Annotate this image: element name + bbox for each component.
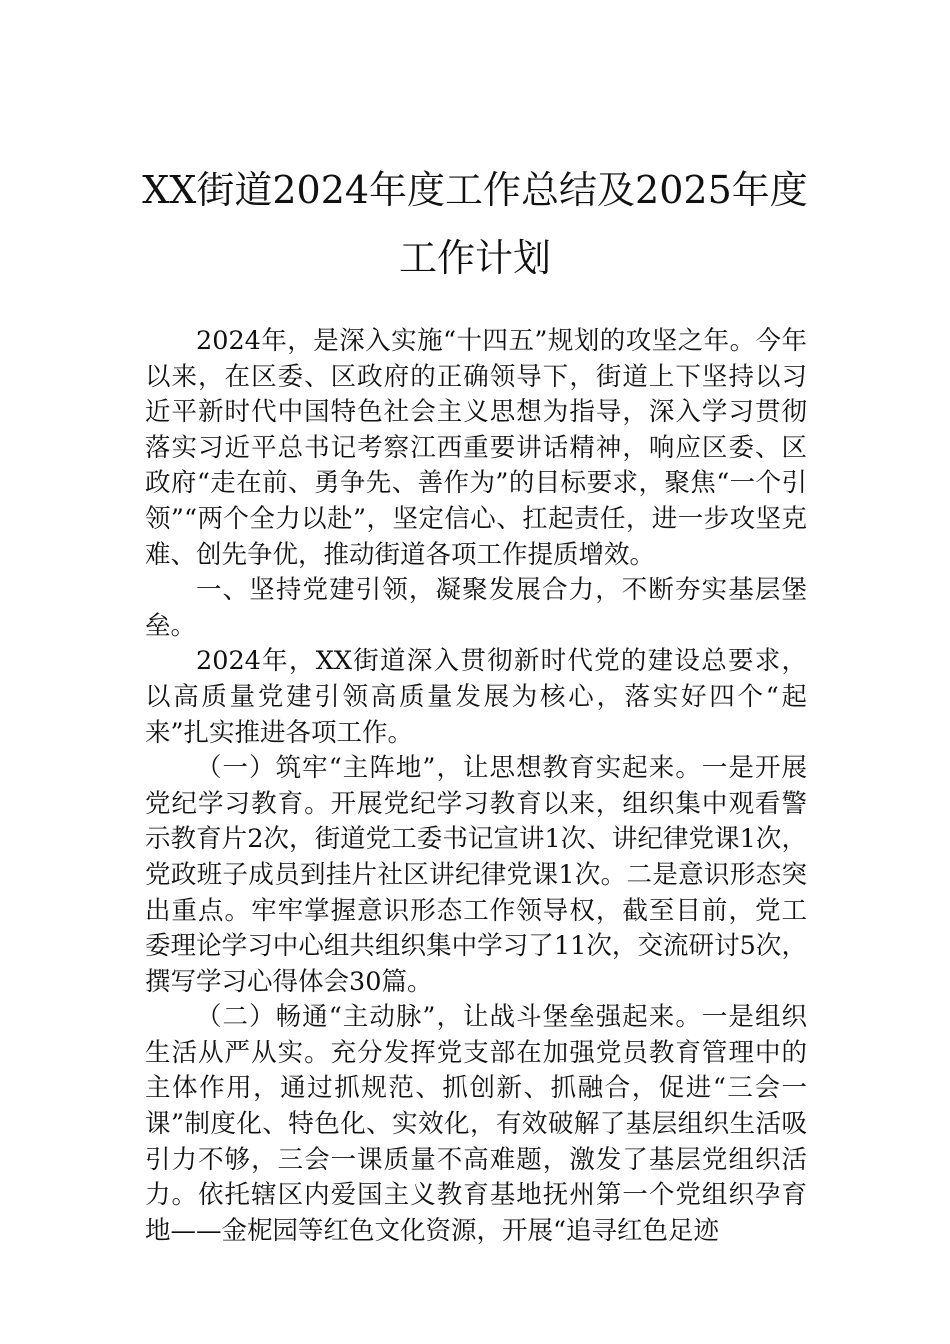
paragraph-subsection-2: （二）畅通“主动脉”，让战斗堡垒强起来。一是组织生活从严从实。充分发挥党支部在加强党员教育管理中的主体作用，通过抓规范、抓创新、抓融合，促进“三会一课”制度化、特色化、实效化，有效破解了基层组织生活吸引力不够，三会一课质量不高难题，激发了基层党组织活力。依托辖区内爱国主义教育基地抚州第一个党组织孕育地——金柅园等红色文化资源，开展“追寻红色足迹 [145,1002,807,1246]
paragraph-subsection-1: （一）筑牢“主阵地”，让思想教育实起来。一是开展党纪学习教育。开展党纪学习教育以来，组织集中观看警示教育片2次，街道党工委书记宣讲1次、讲纪律党课1次，党政班子成员到挂片社区讲纪律党课1次。二是意识形态突出重点。牢牢掌握意识形态工作领导权，截至目前，党工委理论学习中心组共组织集中学习了11次，交流研讨5次，撰写学习心得体会30篇。 [145,753,807,997]
document-title: XX街道2024年度工作总结及2025年度工作计划 [142,168,808,280]
paragraph-section-1-intro: 2024年，XX街道深入贯彻新时代党的建设总要求，以高质量党建引领高质量发展为核心，落实好四个“起来”扎实推进各项工作。 [145,646,807,748]
section-heading-1: 一、坚持党建引领，凝聚发展合力，不断夯实基层堡垒。 [145,575,807,641]
document-body [145,324,807,1249]
paragraph-intro: 2024年，是深入实施“十四五”规划的攻坚之年。今年以来，在区委、区政府的正确领导下，街道上下坚持以习近平新时代中国特色社会主义思想为指导，深入学习贯彻落实习近平总书记考察江西重要讲话精神，响应区委、区政府“走在前、勇争先、善作为”的目标要求，聚焦“一个引领”“两个全力以赴”，坚定信心、扛起责任，进一步攻坚克难、创先争优，推动街道各项工作提质增效。 [145,326,807,570]
